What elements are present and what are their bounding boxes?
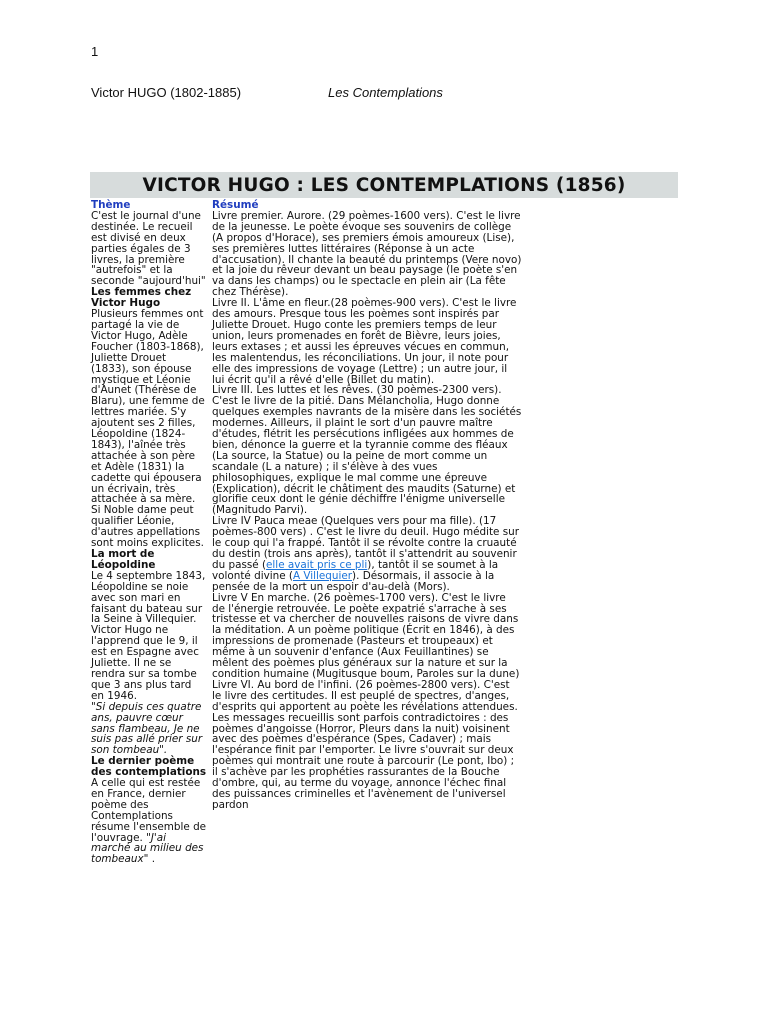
- summary-column: [212, 200, 522, 811]
- last-poem-quote: "J'ai marché au milieu des tombeaux": [91, 831, 204, 866]
- book-4-text-a: Livre IV Pauca meae (Quelques vers pour ma fille). (17 poèmes-800 vers) . C'est le livre du deuil. Hugo médite sur le coup qui l'a frappé. Tantôt il se révolte contre la cruauté du destin (trois ans après), tantôt il s'attendrit au souvenir du passé (: [212, 515, 520, 571]
- summary-heading: Résumé: [212, 199, 259, 211]
- women-heading: Les femmes chez Victor Hugo: [91, 286, 192, 310]
- theme-heading: Thème: [91, 199, 131, 211]
- last-poem-body: A celle qui est restée en France, dernier poème des Contemplations résume l'ensemble de l'ouvrage.: [91, 777, 207, 844]
- last-poem-heading: Le dernier poème des contemplations: [91, 755, 207, 779]
- header-work-title: Les Contemplations: [328, 85, 443, 100]
- death-quote: "Si depuis ces quatre ans, pauvre cœur sans flambeau, Je ne suis pas allé prier sur son tombeau".: [91, 700, 203, 757]
- book-4-text-c: ). Désormais, il associe à la pensée de la mort un espoir d'au-delà (Mors).: [212, 569, 495, 593]
- book-6-summary: Livre VI. Au bord de l'infini. (26 poèmes-2800 vers). C'est le livre des certitudes. Il est peuplé de spectres, d'anges, d'esprits qui apportent au poète les révélations attendues. Les messages recueillis sont parfois contradictoires : des poèmes d'angoisse (Horror, Pleurs dans la nuit) voisinent avec des poèmes d'espérance (Spes, Cadaver) ; mais l'espérance finit par l'emporter. Le livre s'ouvrait sur deux poèmes qui montrait une route à parcourir (Le pont, Ibo) ; il s'achève par les prophéties rassurantes de la Bouche d'ombre, qui, au terme du voyage, annonce l'échec final des puissances criminelles et l'avènement de l'universel pardon: [212, 678, 518, 811]
- link-a-villequier[interactable]: A Villequier: [292, 569, 353, 582]
- link-elle-avait-pris-ce-pli[interactable]: elle avait pris ce pli: [266, 558, 368, 571]
- book-3-summary: Livre III. Les luttes et les rêves. (30 poèmes-2300 vers). C'est le livre de la pitié. Dans Mélancholia, Hugo donne quelques exemples navrants de la misère dans les sociétés modernes. Ailleurs, il plaint le sort d'un pauvre maître d'études, flétrit les persécutions infligées aux hommes de bien, dénonce la guerre et la tyrannie comme des fléaux (La source, la Statue) ou la peine de mort comme un scandale (L a nature) ; il s'élève à des vues philosophiques, explique le mal comme une épreuve (Explication), décrit le châtiment des maudits (Saturne) et glorifie ceux dont le génie déchiffre l'énigme universelle (Magnitudo Parvi).: [212, 384, 522, 517]
- book-4-summary: [212, 516, 522, 592]
- death-text: Le 4 septembre 1843, Léopoldine se noie avec son mari en faisant du bateau sur la Seine à Villequier. Victor Hugo ne l'apprend que le 9, il est en Espagne avec Juliette. Il ne se rendra sur sa tombe que 3 ans plus tard en 1946.: [91, 569, 206, 702]
- header-author: Victor HUGO (1802-1885): [91, 85, 242, 100]
- death-heading: La mort de Léopoldine: [91, 548, 156, 571]
- book-2-summary: Livre II. L'âme en fleur.(28 poèmes-900 vers). C'est le livre des amours. Presque tous les poèmes sont inspirés par Juliette Drouet. Hugo conte les premiers temps de leur union, leurs promenades en forêt de Bièvre, leurs joies, leurs extases ; et aussi les épreuves vécues en commun, les malentendus, les réconciliations. Un jour, il note pour elle des impressions de voyage (Lettre) ; un autre jour, il lui écrit qu'il a rêvé d'elle (Billet du matin).: [212, 297, 517, 386]
- book-1-summary: Livre premier. Aurore. (29 poèmes-1600 vers). C'est le livre de la jeunesse. Le poète évoque ses souvenirs de collège (A propos d'Horace), ses premiers émois amoureux (Lise), ses premières luttes littéraires (Réponse à un acte d'accusation). Il chante la beauté du printemps (Vere novo) et la joie du rêveur devant un beau paysage (le poète s'en va dans les champs) ou le spectacle en plein air (La fête chez Thérèse).: [212, 209, 522, 299]
- last-poem-text: [91, 778, 207, 865]
- theme-intro: C'est le journal d'une destinée. Le recueil est divisé en deux parties égales de 3 livres, la première "autrefois" et la seconde "aujourd'hui": [91, 209, 206, 288]
- page-number: 1: [91, 44, 99, 59]
- last-poem-end: .: [148, 853, 156, 866]
- theme-column: [91, 200, 207, 865]
- women-text: Plusieurs femmes ont partagé la vie de Victor Hugo, Adèle Foucher (1803-1868), Juliette Drouet (1833), son épouse mystique et Léonie d'Aunet (Thérèse de Blaru), une femme de lettres mariée. S'y ajoutent ses 2 filles, Léopoldine (1824-1843), l'aînée très attachée à son père et Adèle (1831) la cadette qui épousera un écrivain, très attachée à sa mère. Si Noble dame peut qualifier Léonie, d'autres appellations sont moins explicites.: [91, 308, 205, 550]
- book-4-text-b: ), tantôt il se soumet à la volonté divine (: [212, 558, 499, 582]
- title-band: [90, 172, 678, 198]
- book-5-summary: Livre V En marche. (26 poèmes-1700 vers). C'est le livre de l'énergie retrouvée. Le poète expatrié s'arrache à ses tristesse et va chercher de nouvelles raisons de vivre dans la méditation. A un poème politique (Écrit en 1846), à des impressions de promenade (Pasteurs et troupeaux) et même à un souvenir d'enfance (Aux Feuillantines) se mêlent des poèmes plus généraux sur la nature et sur la condition humaine (Mugitusque boum, Paroles sur la dune): [212, 591, 520, 680]
- document-title: VICTOR HUGO : LES CONTEMPLATIONS (1856): [142, 174, 626, 196]
